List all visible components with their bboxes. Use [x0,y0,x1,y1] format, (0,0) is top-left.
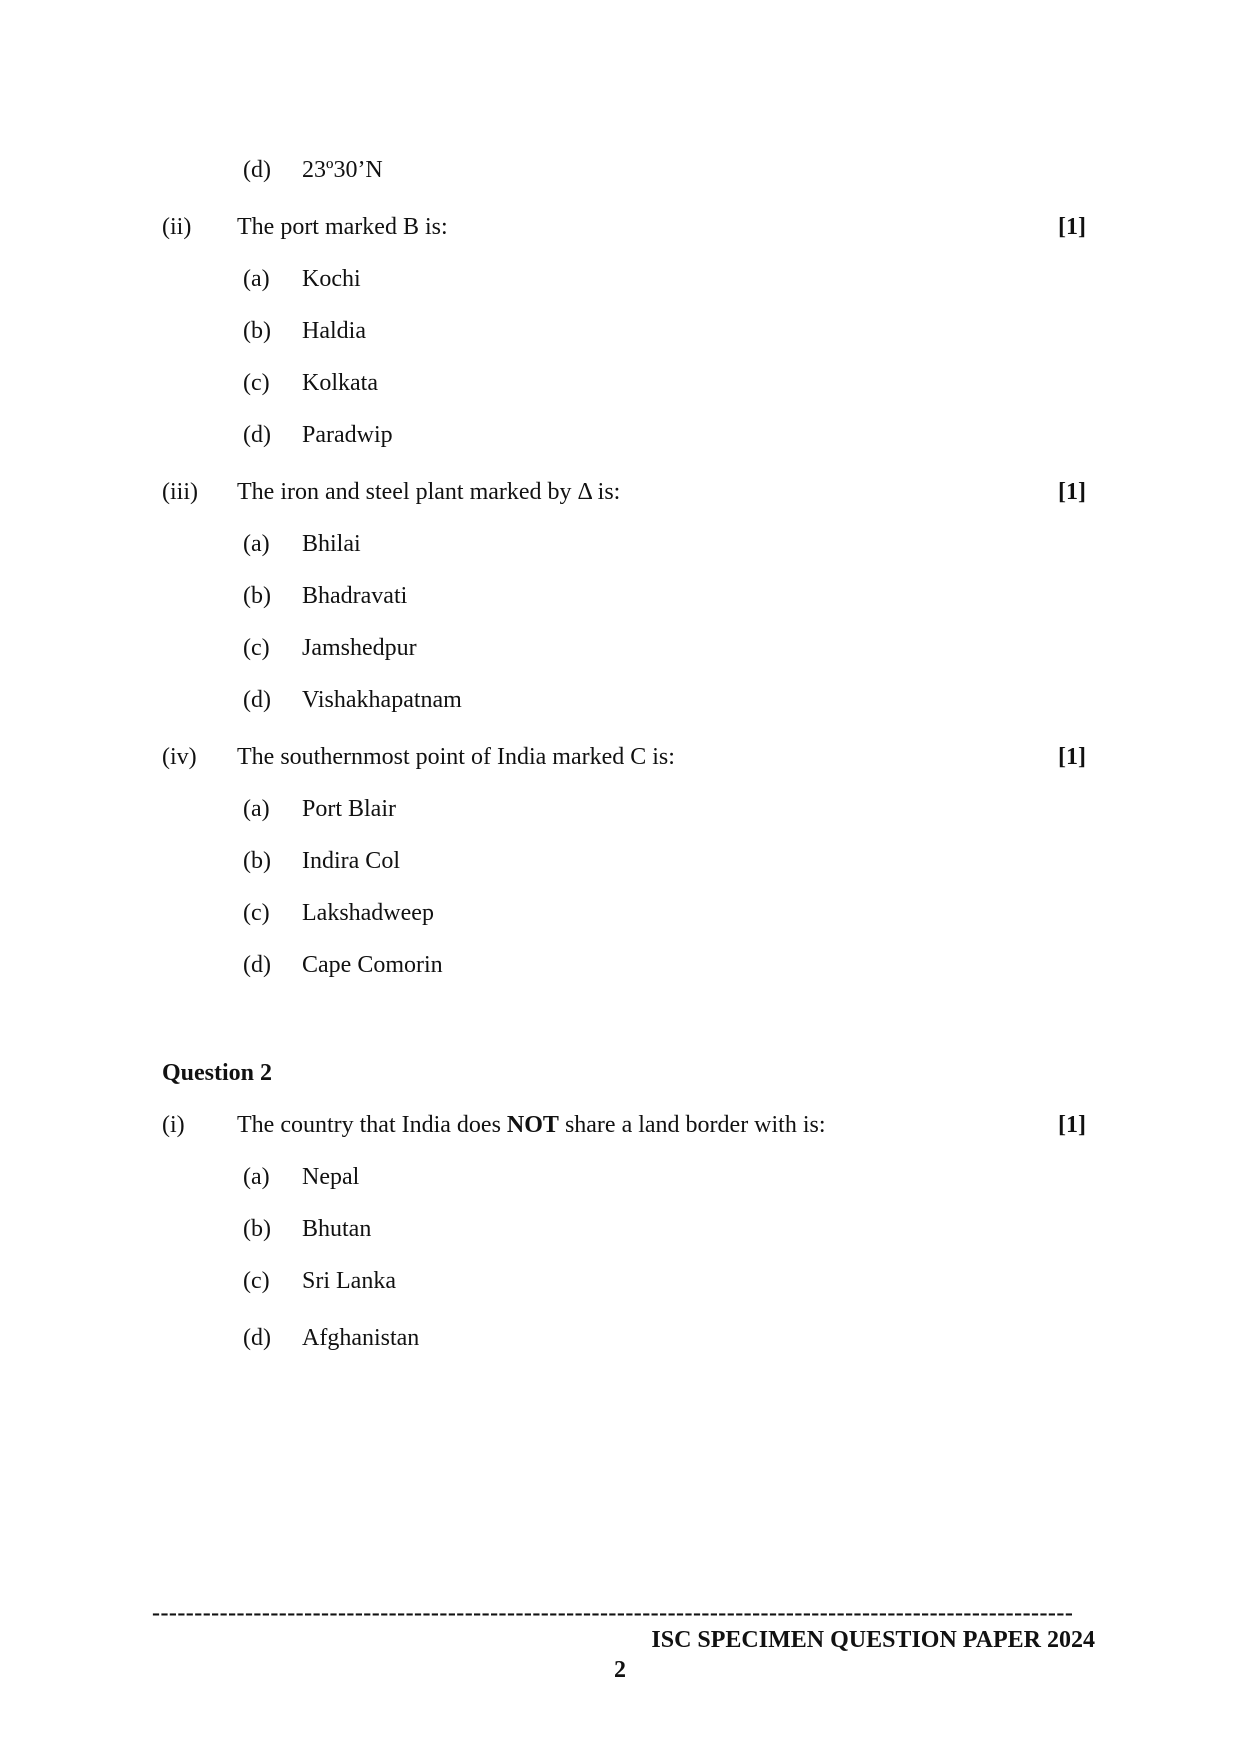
option-label: (c) [243,370,270,396]
option-label: (c) [243,900,270,926]
option-label: (d) [243,1325,271,1351]
option-label: (b) [243,583,271,609]
option-label: (d) [243,157,271,183]
page-number: 2 [614,1657,626,1683]
marks-label: [1] [1058,214,1086,240]
question-text: The southernmost point of India marked C is: [237,744,675,770]
option-text: Lakshadweep [302,900,434,926]
question-text: The iron and steel plant marked by Δ is: [237,479,621,505]
question-text-part: share a land border with is: [558,1112,826,1138]
option-text: 23º30’N [302,157,383,183]
marks-label: [1] [1058,1112,1086,1138]
emphasis-text: NOT [506,1112,559,1138]
marks-label: [1] [1058,479,1086,505]
option-label: (c) [243,635,270,661]
question-number: (iii) [162,479,198,505]
option-text: Bhadravati [302,583,408,609]
question-number: (i) [162,1112,185,1138]
option-text: Jamshedpur [302,635,417,661]
option-text: Bhilai [302,531,361,557]
footer-title: ISC SPECIMEN QUESTION PAPER 2024 [651,1627,1095,1653]
option-label: (d) [243,687,271,713]
option-label: (d) [243,952,271,978]
question-number: (iv) [162,744,197,770]
option-label: (d) [243,422,271,448]
option-text: Cape Comorin [302,952,443,978]
option-text: Kochi [302,266,361,292]
question-text-part: The country that India does [237,1112,507,1138]
option-label: (b) [243,1216,271,1242]
option-text: Kolkata [302,370,378,396]
option-text: Port Blair [302,796,396,822]
option-text: Afghanistan [302,1325,420,1351]
option-label: (a) [243,1164,270,1190]
footer-divider: ------------------------------------------------------------------------------------------------------------- [152,1600,1074,1626]
option-text: Indira Col [302,848,400,874]
option-label: (c) [243,1268,270,1294]
option-text: Sri Lanka [302,1268,396,1294]
option-text: Haldia [302,318,366,344]
option-label: (a) [243,531,270,557]
option-label: (b) [243,848,271,874]
option-text: Vishakhapatnam [302,687,462,713]
question-number: (ii) [162,214,192,240]
question-text: The port marked B is: [237,214,448,240]
section-heading: Question 2 [162,1060,273,1086]
option-label: (b) [243,318,271,344]
marks-label: [1] [1058,744,1086,770]
option-text: Nepal [302,1164,360,1190]
option-text: Paradwip [302,422,393,448]
option-text: Bhutan [302,1216,372,1242]
option-label: (a) [243,796,270,822]
question-text [237,1110,826,1140]
option-label: (a) [243,266,270,292]
